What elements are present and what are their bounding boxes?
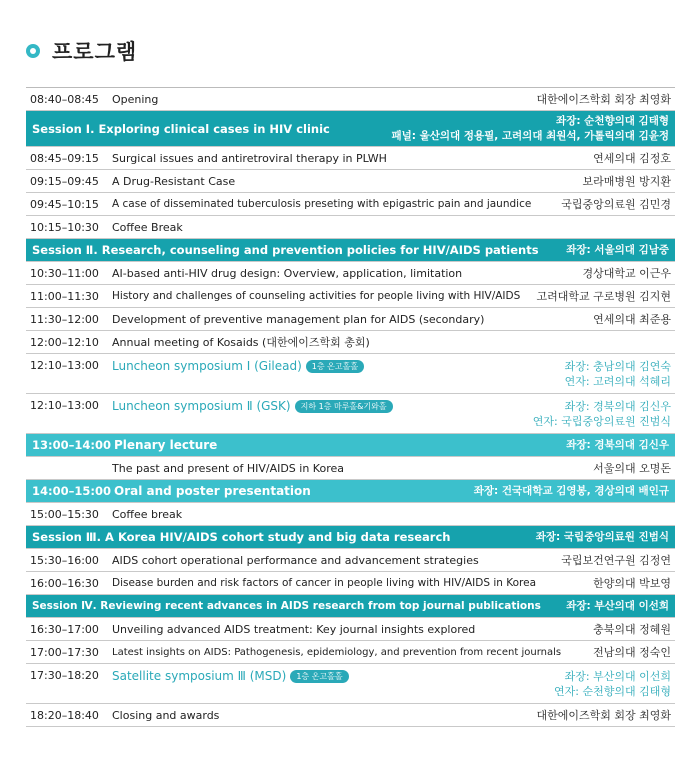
row-title: AIDS cohort operational performance and advancement strategies	[112, 553, 479, 567]
session-header	[26, 434, 675, 457]
row-speaker: 경상대학교 이근우	[582, 267, 671, 280]
session-title: Plenary lecture	[114, 438, 218, 452]
row-time: 17:00–17:30	[30, 645, 99, 659]
session-title: Session Ⅱ. Research, counseling and prevention policies for HIV/AIDS patients	[32, 243, 539, 257]
session-header	[26, 526, 675, 549]
row-speaker: 대한에이즈학회 회장 최영화	[536, 93, 671, 106]
row-time: 11:30–12:00	[30, 312, 99, 326]
row-title: Development of preventive management plan for AIDS (secondary)	[112, 312, 485, 326]
program-row	[26, 618, 675, 641]
session-header	[26, 111, 675, 147]
row-title-wrap	[112, 399, 533, 413]
row-speaker: 고려대학교 구로병원 김지현	[536, 290, 671, 303]
speaker-line: 연자: 국립중앙의료원 진범식	[532, 415, 671, 428]
row-speaker: 국립중앙의료원 김민경	[561, 198, 671, 211]
row-speaker: 연세의대 김정호	[593, 152, 671, 165]
row-title: Surgical issues and antiretroviral therapy in PLWH	[112, 151, 387, 165]
session-time: 14:00–15:00	[32, 484, 111, 498]
row-speaker: 전남의대 정숙인	[593, 646, 671, 659]
row-speaker	[565, 359, 671, 389]
program-row	[26, 457, 675, 480]
bullet-circle-icon	[26, 44, 40, 58]
row-title: Latest insights on AIDS: Pathogenesis, epidemiology, and prevention from recent journals	[112, 646, 562, 658]
session-chair: 좌장: 서울의대 김남중	[566, 243, 669, 256]
row-title: AI-based anti-HIV drug design: Overview, application, limitation	[112, 266, 463, 280]
row-time: 12:10–13:00	[30, 399, 99, 412]
row-title: A Drug-Resistant Case	[112, 174, 236, 188]
speaker-line: 연자: 고려의대 석혜리	[564, 375, 671, 388]
program-row	[26, 193, 675, 216]
row-speaker: 대한에이즈학회 회장 최영화	[536, 709, 671, 722]
location-badge: 1층 온고홀홀	[290, 670, 348, 683]
row-time: 10:15–10:30	[30, 220, 99, 234]
program-row	[26, 354, 675, 394]
row-time: 08:40–08:45	[30, 92, 99, 106]
program-row	[26, 503, 675, 526]
row-title: Closing and awards	[112, 708, 220, 722]
row-speaker: 보라매병원 방지환	[582, 175, 671, 188]
row-speaker	[554, 669, 671, 699]
session-chair: 좌장: 국립중앙의료원 진범식	[535, 530, 669, 543]
program-table	[26, 87, 675, 727]
row-time: 11:00–11:30	[30, 289, 99, 303]
row-title: Coffee Break	[112, 220, 183, 234]
program-row	[26, 549, 675, 572]
chair-line: 좌장: 경북의대 김신우	[564, 400, 671, 413]
program-row	[26, 262, 675, 285]
session-title: Session Ⅰ. Exploring clinical cases in HIV clinic	[32, 121, 330, 136]
row-title: Annual meeting of Kosaids (대한에이즈학회 총회)	[112, 336, 370, 349]
program-row	[26, 88, 675, 111]
session-title: Oral and poster presentation	[114, 484, 311, 498]
row-time: 17:30–18:20	[30, 669, 99, 682]
program-row	[26, 641, 675, 664]
program-row	[26, 147, 675, 170]
row-speaker: 국립보건연구원 김정연	[561, 554, 671, 567]
speaker-line: 연자: 순천향의대 김태형	[554, 685, 671, 698]
symposium-title: Satellite symposium Ⅲ (MSD)	[112, 669, 287, 683]
session-chair	[391, 114, 669, 144]
row-title: Opening	[112, 92, 159, 106]
row-title: History and challenges of counseling activities for people living with HIV/AIDS	[112, 290, 521, 302]
session-header	[26, 595, 675, 618]
row-time: 09:15–09:45	[30, 174, 99, 188]
chair-line: 좌장: 충남의대 김연숙	[564, 360, 671, 373]
row-title: A case of disseminated tuberculosis preseting with epigastric pain and jaundice	[112, 198, 532, 210]
program-row	[26, 331, 675, 354]
row-time: 15:00–15:30	[30, 507, 99, 521]
row-title-wrap	[112, 669, 554, 683]
session-chair: 좌장: 건국대학교 김영봉, 경상의대 배인규	[473, 484, 669, 497]
symposium-title: Luncheon symposium Ⅰ (Gilead)	[112, 359, 302, 373]
session-panel-line: 패널: 울산의대 정용필, 고려의대 최원석, 가톨릭의대 김윤정	[391, 129, 669, 142]
row-time: 08:45–09:15	[30, 151, 99, 165]
row-time: 10:30–11:00	[30, 266, 99, 280]
row-speaker: 충북의대 정혜원	[593, 623, 671, 636]
session-title: Session Ⅲ. A Korea HIV/AIDS cohort study and big data research	[32, 530, 451, 544]
row-title-wrap	[112, 359, 565, 373]
session-header	[26, 480, 675, 503]
program-row	[26, 308, 675, 331]
location-badge: 1층 온고홀홀	[306, 360, 364, 373]
row-title: Coffee break	[112, 507, 183, 521]
row-time: 09:45–10:15	[30, 197, 99, 211]
row-time: 12:00–12:10	[30, 335, 99, 349]
session-chair: 좌장: 부산의대 이선희	[566, 599, 669, 612]
program-row	[26, 704, 675, 727]
session-header	[26, 239, 675, 262]
program-row	[26, 285, 675, 308]
program-row	[26, 394, 675, 434]
symposium-title: Luncheon symposium Ⅱ (GSK)	[112, 399, 291, 413]
location-badge: 지하 1층 마루홀&기와홀	[295, 400, 393, 413]
chair-line: 좌장: 부산의대 이선희	[564, 670, 671, 683]
session-title: Session Ⅳ. Reviewing recent advances in AIDS research from top journal publications	[32, 600, 541, 612]
row-title: Unveiling advanced AIDS treatment: Key journal insights explored	[112, 622, 476, 636]
program-row	[26, 664, 675, 704]
row-speaker: 연세의대 최준용	[593, 313, 671, 326]
row-speaker: 한양의대 박보영	[593, 577, 671, 590]
row-time: 18:20–18:40	[30, 708, 99, 722]
row-speaker	[533, 399, 671, 429]
row-time: 16:30–17:00	[30, 622, 99, 636]
session-chair-line: 좌장: 순천향의대 김태형	[556, 114, 669, 127]
session-chair: 좌장: 경북의대 김신우	[566, 438, 669, 451]
row-time: 15:30–16:00	[30, 553, 99, 567]
program-row	[26, 572, 675, 595]
session-time: 13:00–14:00	[32, 438, 111, 452]
row-time: 16:00–16:30	[30, 576, 99, 590]
row-time: 12:10–13:00	[30, 359, 99, 372]
row-speaker: 서울의대 오명돈	[593, 462, 671, 475]
program-row	[26, 170, 675, 193]
row-title: The past and present of HIV/AIDS in Korea	[112, 461, 344, 475]
program-row	[26, 216, 675, 239]
row-title: Disease burden and risk factors of cancer in people living with HIV/AIDS in Korea	[112, 577, 537, 589]
page-title: 프로그램	[52, 40, 138, 64]
header	[26, 36, 137, 66]
